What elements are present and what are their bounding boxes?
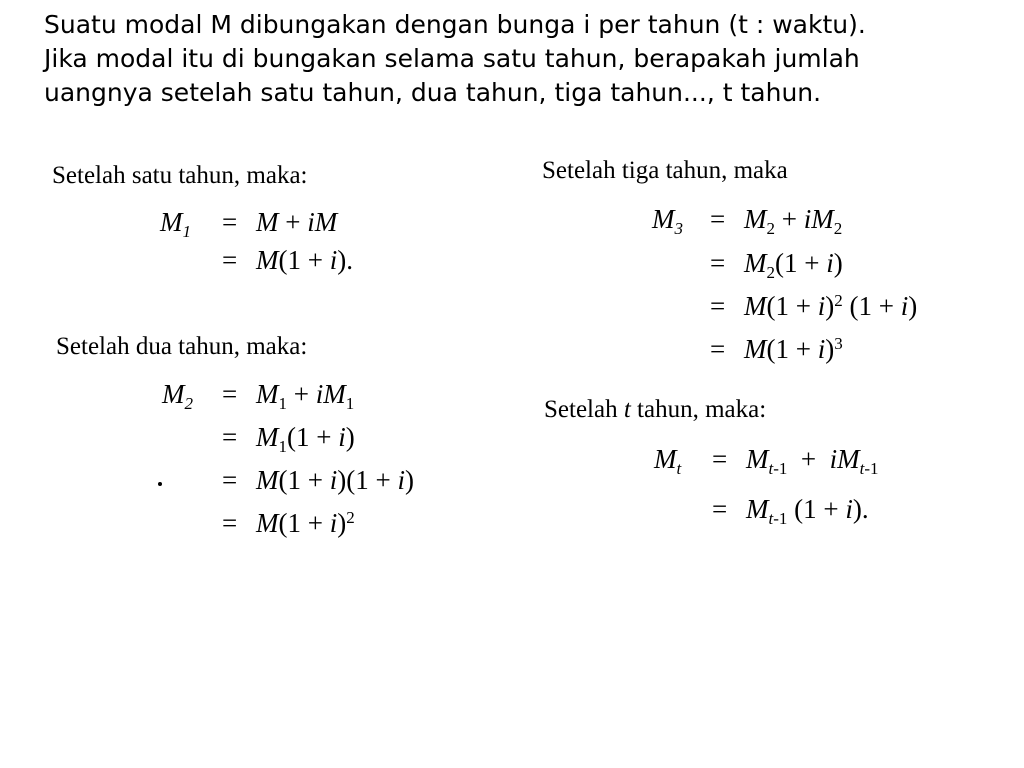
equation-row: $M_t$ = $M_{t-1} + iM_{t-1}$ bbox=[654, 444, 879, 478]
equation-row: $M_2$ = $M_1 + iM_1$ bbox=[162, 379, 355, 413]
problem-line-1: Suatu modal M dibungakan dengan bunga i per tahun (t : waktu). bbox=[44, 10, 866, 39]
equations-three-years bbox=[652, 204, 992, 369]
problem-line-2: Jika modal itu di bungakan selama satu tahun, berapakah jumlah bbox=[44, 44, 860, 73]
stray-dot-mark bbox=[158, 482, 162, 486]
equations-one-year bbox=[160, 207, 480, 277]
equation-row: = $M(1 + i)^2$ (1 + i) bbox=[710, 291, 918, 321]
equations-two-years bbox=[162, 379, 492, 539]
equation-row: = M(1 + i)(1 + i) bbox=[222, 465, 414, 495]
equation-row: = $M(1 + i)^2$ bbox=[222, 508, 355, 538]
equation-row: = $M_1(1 + i)$ bbox=[222, 422, 355, 456]
equation-row: $M_3$ = $M_2 + iM_2$ bbox=[652, 204, 843, 238]
problem-statement bbox=[44, 8, 1004, 110]
heading-three-years: Setelah tiga tahun, maka bbox=[542, 157, 788, 184]
equations-t-years bbox=[654, 444, 974, 528]
equation-row: = $M_2(1 + i)$ bbox=[710, 248, 843, 282]
problem-line-3: uangnya setelah satu tahun, dua tahun, tiga tahun..., t tahun. bbox=[44, 78, 822, 107]
equation-row: $M_1$ = M + iM bbox=[160, 207, 338, 241]
equation-row: = M(1 + i). bbox=[222, 245, 353, 275]
equation-row: = $M_{t-1}$ (1 + i). bbox=[712, 494, 869, 528]
equation-row: = $M(1 + i)^3$ bbox=[710, 334, 843, 364]
variable-t: t bbox=[623, 396, 631, 423]
heading-t-years: Setelah t tahun, maka: bbox=[544, 396, 767, 423]
heading-one-year: Setelah satu tahun, maka: bbox=[52, 162, 308, 189]
heading-two-years: Setelah dua tahun, maka: bbox=[56, 333, 308, 360]
